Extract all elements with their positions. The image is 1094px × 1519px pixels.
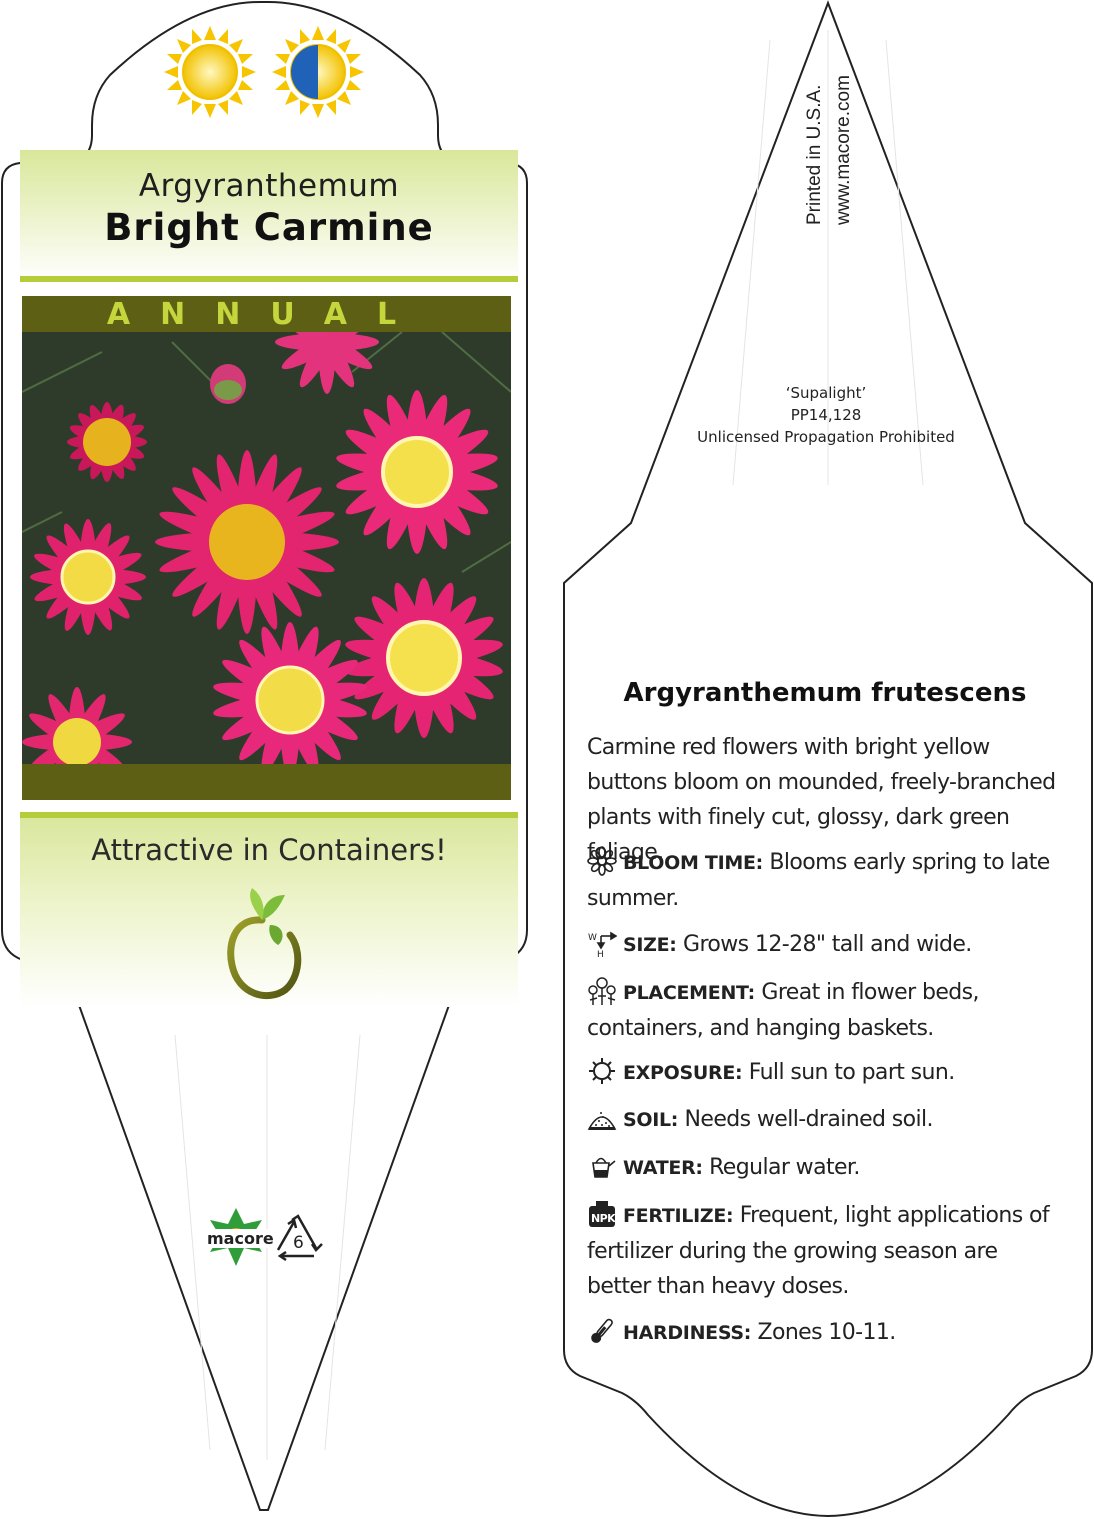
plant-description: Carmine red flowers with bright yellow buttons bloom on mounded, freely-branched plants with finely cut, glossy, dark green foliage.	[587, 735, 1056, 865]
plant-genus: Argyranthemum	[138, 168, 400, 204]
care-water	[587, 1150, 1057, 1186]
care-bloom-time	[587, 845, 1057, 916]
npk-icon	[587, 1199, 617, 1229]
care-fertilize	[587, 1198, 1057, 1304]
care-soil	[587, 1102, 1057, 1138]
care-size	[587, 927, 1057, 963]
placement-text: Great in flower beds, containers, and hanging baskets.	[587, 980, 979, 1041]
soil-label: SOIL:	[623, 1109, 679, 1131]
svg-text:W: W	[588, 933, 597, 943]
exposure-label: EXPOSURE:	[623, 1062, 743, 1084]
care-hardiness	[587, 1315, 1057, 1351]
size-text: Grows 12-28" tall and wide.	[683, 932, 972, 957]
water-text: Regular water.	[709, 1155, 860, 1180]
soil-icon	[587, 1103, 617, 1133]
brand-logo-text: macore	[207, 1229, 274, 1248]
website: www.macore.com	[833, 75, 854, 225]
water-label: WATER:	[623, 1157, 703, 1179]
daisy-flower	[67, 402, 147, 482]
size-label: SIZE:	[623, 934, 677, 956]
fertilize-label: FERTILIZE:	[623, 1205, 734, 1227]
exposure-text: Full sun to part sun.	[748, 1060, 955, 1085]
care-placement	[587, 975, 1057, 1046]
propagation-warning: Unlicensed Propagation Prohibited	[697, 428, 955, 446]
printed-in-usa: Printed in U.S.A.	[804, 84, 825, 225]
fertilize-text: Frequent, light applications of fertilizer during the growing season are better than heavy doses.	[587, 1203, 1050, 1299]
recycle-code: 6	[293, 1233, 304, 1253]
placement-label: PLACEMENT:	[623, 982, 755, 1004]
front-upper-stripe	[20, 276, 518, 282]
hardiness-text: Zones 10-11.	[757, 1320, 896, 1345]
pink-daisy-flowers-photo	[22, 332, 511, 764]
hardiness-label: HARDINESS:	[623, 1322, 752, 1344]
cultivar-name: ‘Supalight’	[785, 384, 867, 402]
soil-text: Needs well-drained soil.	[684, 1107, 933, 1132]
part-sun-icon	[272, 26, 364, 118]
flower-bud	[210, 364, 246, 404]
scientific-name: Argyranthemum frutescens	[623, 678, 1027, 708]
bloom-time-text: Blooms early spring to late summer.	[587, 850, 1050, 911]
svg-text:NPK: NPK	[591, 1212, 615, 1225]
full-sun-icon	[164, 26, 256, 118]
svg-text:H: H	[597, 950, 604, 958]
patent-number: PP14,128	[790, 406, 862, 424]
bloom-time-label: BLOOM TIME:	[623, 852, 763, 874]
front-lower-stripe	[20, 812, 518, 818]
care-exposure	[587, 1055, 1057, 1091]
tagline: Attractive in Containers!	[91, 833, 447, 867]
watering-can-icon	[587, 1151, 617, 1181]
flower-icon	[587, 846, 617, 876]
plant-variety: Bright Carmine	[104, 206, 434, 249]
sun-outline-icon	[587, 1056, 617, 1086]
daisy-flower	[30, 519, 146, 635]
thermometer-icon	[587, 1316, 617, 1346]
category-band: ANNUAL	[22, 296, 511, 332]
photo-bottom-band	[22, 764, 511, 800]
flower-bed-icon	[587, 976, 617, 1006]
width-height-icon	[587, 928, 617, 958]
